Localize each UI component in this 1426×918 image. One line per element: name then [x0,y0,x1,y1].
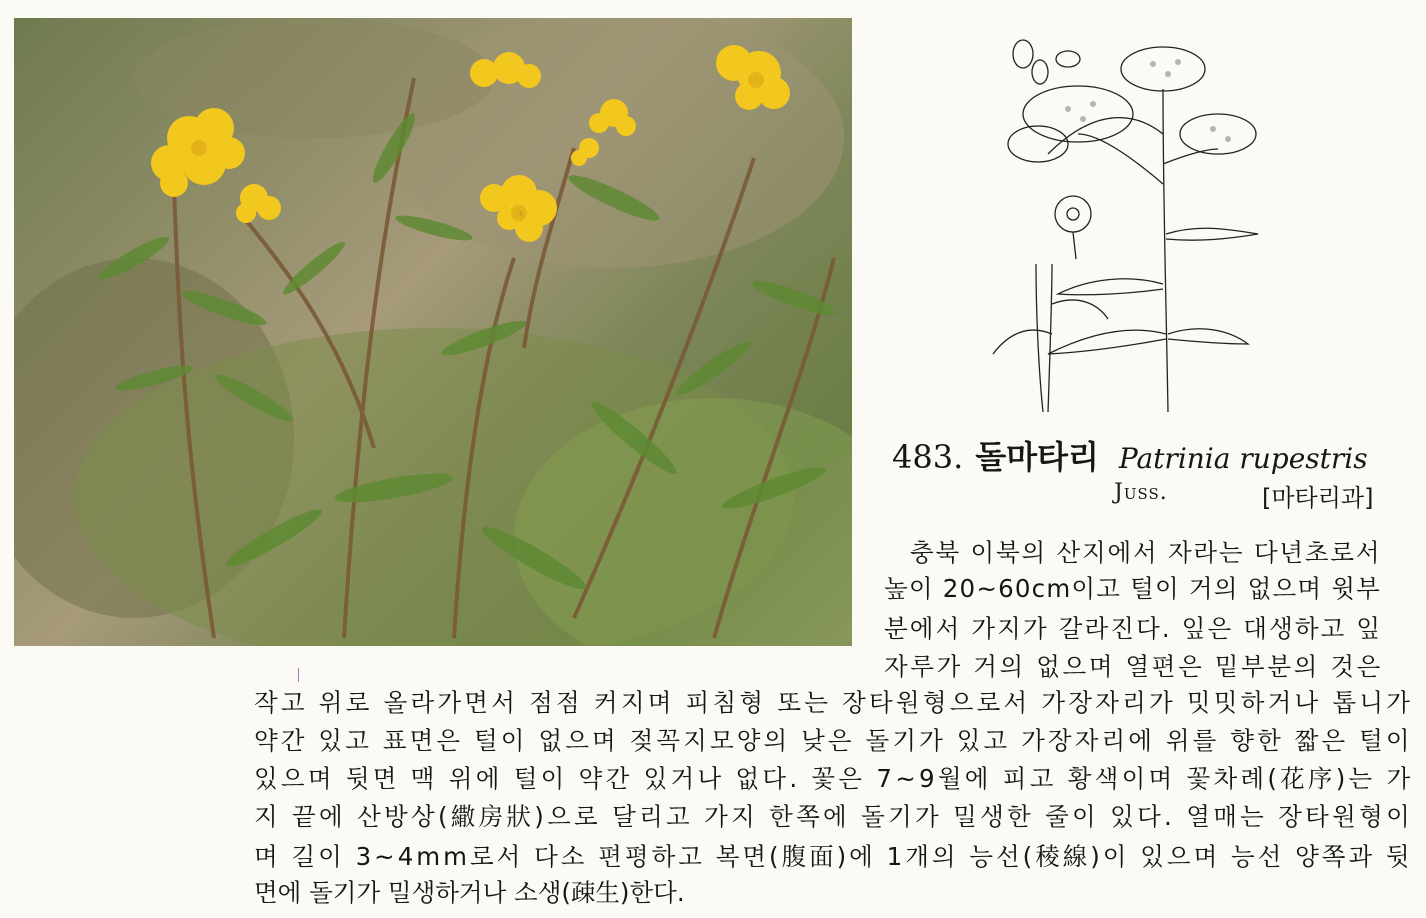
description-line: 약간 있고 표면은 털이 없으며 젖꼭지모양의 낮은 돌기가 있고 가장자리에 위를 향한 짧은 털이 [254,726,1413,755]
description-line: 있으며 뒷면 맥 위에 털이 약간 있거나 없다. 꽃은 7~9월에 피고 황색이며 꽃차례(花序)는 가 [254,764,1414,793]
entry-number: 483. [892,438,964,476]
margin-mark [298,668,299,682]
description-line: 분에서 가지가 갈라진다. 잎은 대생하고 잎 [884,614,1383,643]
description-line: 충북 이북의 산지에서 자라는 다년초로서 [910,538,1382,567]
description-line: 면에 돌기가 밀생하거나 소생(疎生)한다. [254,878,685,907]
entry-title [892,432,1368,478]
description-line: 자루가 거의 없으며 열편은 밑부분의 것은 [884,652,1383,681]
botanical-illustration [988,34,1266,412]
description-line: 높이 20~60cm이고 털이 거의 없으며 윗부 [884,574,1382,603]
description-line: 지 끝에 산방상(繖房狀)으로 달리고 가지 한쪽에 돌기가 밀생한 줄이 있다. 열매는 장타원형이 [254,802,1414,831]
author-abbreviation: Juss. [1114,480,1168,505]
scientific-name: Patrinia rupestris [1118,442,1368,475]
korean-name: 돌마타리 [975,438,1099,476]
description-line: 며 길이 3~4mm로서 다소 편평하고 복면(腹面)에 1개의 능선(稜線)이 있으며 능선 양쪽과 뒷 [254,842,1413,871]
description-line: 작고 위로 올라가면서 점점 커지며 피침형 또는 장타원형으로서 가장자리가 밋밋하거나 톱니가 [254,688,1414,717]
plant-photo [14,18,852,646]
family-name: [마타리과] [1262,484,1374,512]
